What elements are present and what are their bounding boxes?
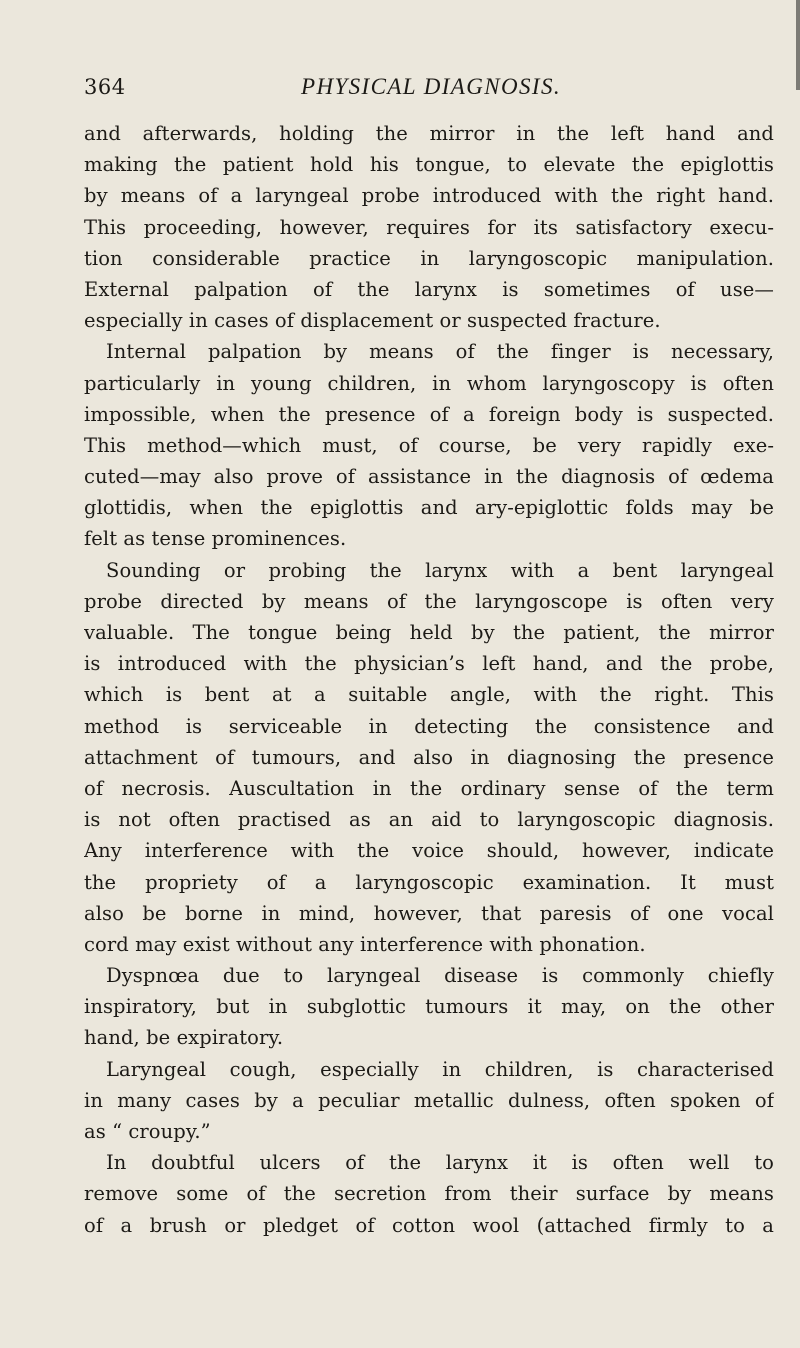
text-line: especially in cases of displacement or suspected fracture.	[84, 309, 661, 333]
text-line: glottidis, when the epiglottis and ary-epiglottic folds may be	[84, 496, 774, 520]
text-line: particularly in young children, in whom laryngoscopy is often	[84, 371, 774, 395]
text-line: cord may exist without any interference with phonation.	[84, 932, 646, 956]
text-line: This method—which must, of course, be very rapidly exe-	[84, 433, 774, 457]
text-line: Internal palpation by means of the finger is necessary,	[106, 340, 774, 364]
text-line: inspiratory, but in subglottic tumours it may, on the other	[84, 995, 774, 1019]
page-number: 364	[84, 75, 126, 99]
text-line: remove some of the secretion from their surface by means	[84, 1182, 774, 1206]
text-line: impossible, when the presence of a foreign body is suspected.	[84, 402, 774, 426]
text-line: This proceeding, however, requires for its satisfactory execu-	[84, 215, 774, 239]
text-line: making the patient hold his tongue, to elevate the epiglottis	[84, 153, 774, 177]
text-line: and afterwards, holding the mirror in the left hand and	[84, 122, 774, 145]
text-line: by means of a laryngeal probe introduced with the right hand.	[84, 184, 774, 208]
text-line: method is serviceable in detecting the consistence and	[84, 714, 774, 738]
text-line: Sounding or probing the larynx with a bent laryngeal	[106, 558, 774, 582]
text-line: felt as tense prominences.	[84, 527, 347, 551]
text-line: Dyspnœa due to laryngeal disease is commonly chiefly	[106, 964, 774, 988]
text-line: is introduced with the physician’s left hand, and the probe,	[84, 652, 774, 676]
text-line: valuable. The tongue being held by the patient, the mirror	[84, 621, 774, 644]
body-text	[84, 118, 774, 1241]
text-line: as “ croupy.”	[84, 1120, 211, 1143]
text-line: the propriety of a laryngoscopic examination. It must	[84, 870, 774, 894]
text-line: is not often practised as an aid to laryngoscopic diagnosis.	[84, 808, 774, 832]
text-line: in many cases by a peculiar metallic dulness, often spoken of	[84, 1088, 774, 1112]
text-line: hand, be expiratory.	[84, 1026, 284, 1050]
text-line: which is bent at a suitable angle, with the right. This	[84, 683, 774, 707]
text-line: also be borne in mind, however, that paresis of one vocal	[84, 901, 774, 925]
text-line: probe directed by means of the laryngoscope is often very	[84, 589, 774, 613]
text-line: External palpation of the larynx is sometimes of use—	[84, 277, 774, 301]
text-line: of necrosis. Auscultation in the ordinary sense of the term	[84, 776, 774, 800]
text-line: attachment of tumours, and also in diagnosing the presence	[84, 745, 774, 769]
page-header	[84, 72, 774, 112]
text-line: cuted—may also prove of assistance in the diagnosis of œdema	[84, 465, 774, 489]
running-title: PHYSICAL DIAGNOSIS.	[301, 74, 562, 99]
text-line: tion considerable practice in laryngoscopic manipulation.	[84, 246, 774, 270]
text-line: Any interference with the voice should, however, indicate	[84, 839, 774, 863]
text-line: of a brush or pledget of cotton wool (attached firmly to a	[84, 1213, 774, 1237]
page-edge-shadow	[796, 0, 800, 90]
text-line: Laryngeal cough, especially in children, is characterised	[106, 1057, 774, 1081]
text-line: In doubtful ulcers of the larynx it is often well to	[106, 1151, 774, 1175]
